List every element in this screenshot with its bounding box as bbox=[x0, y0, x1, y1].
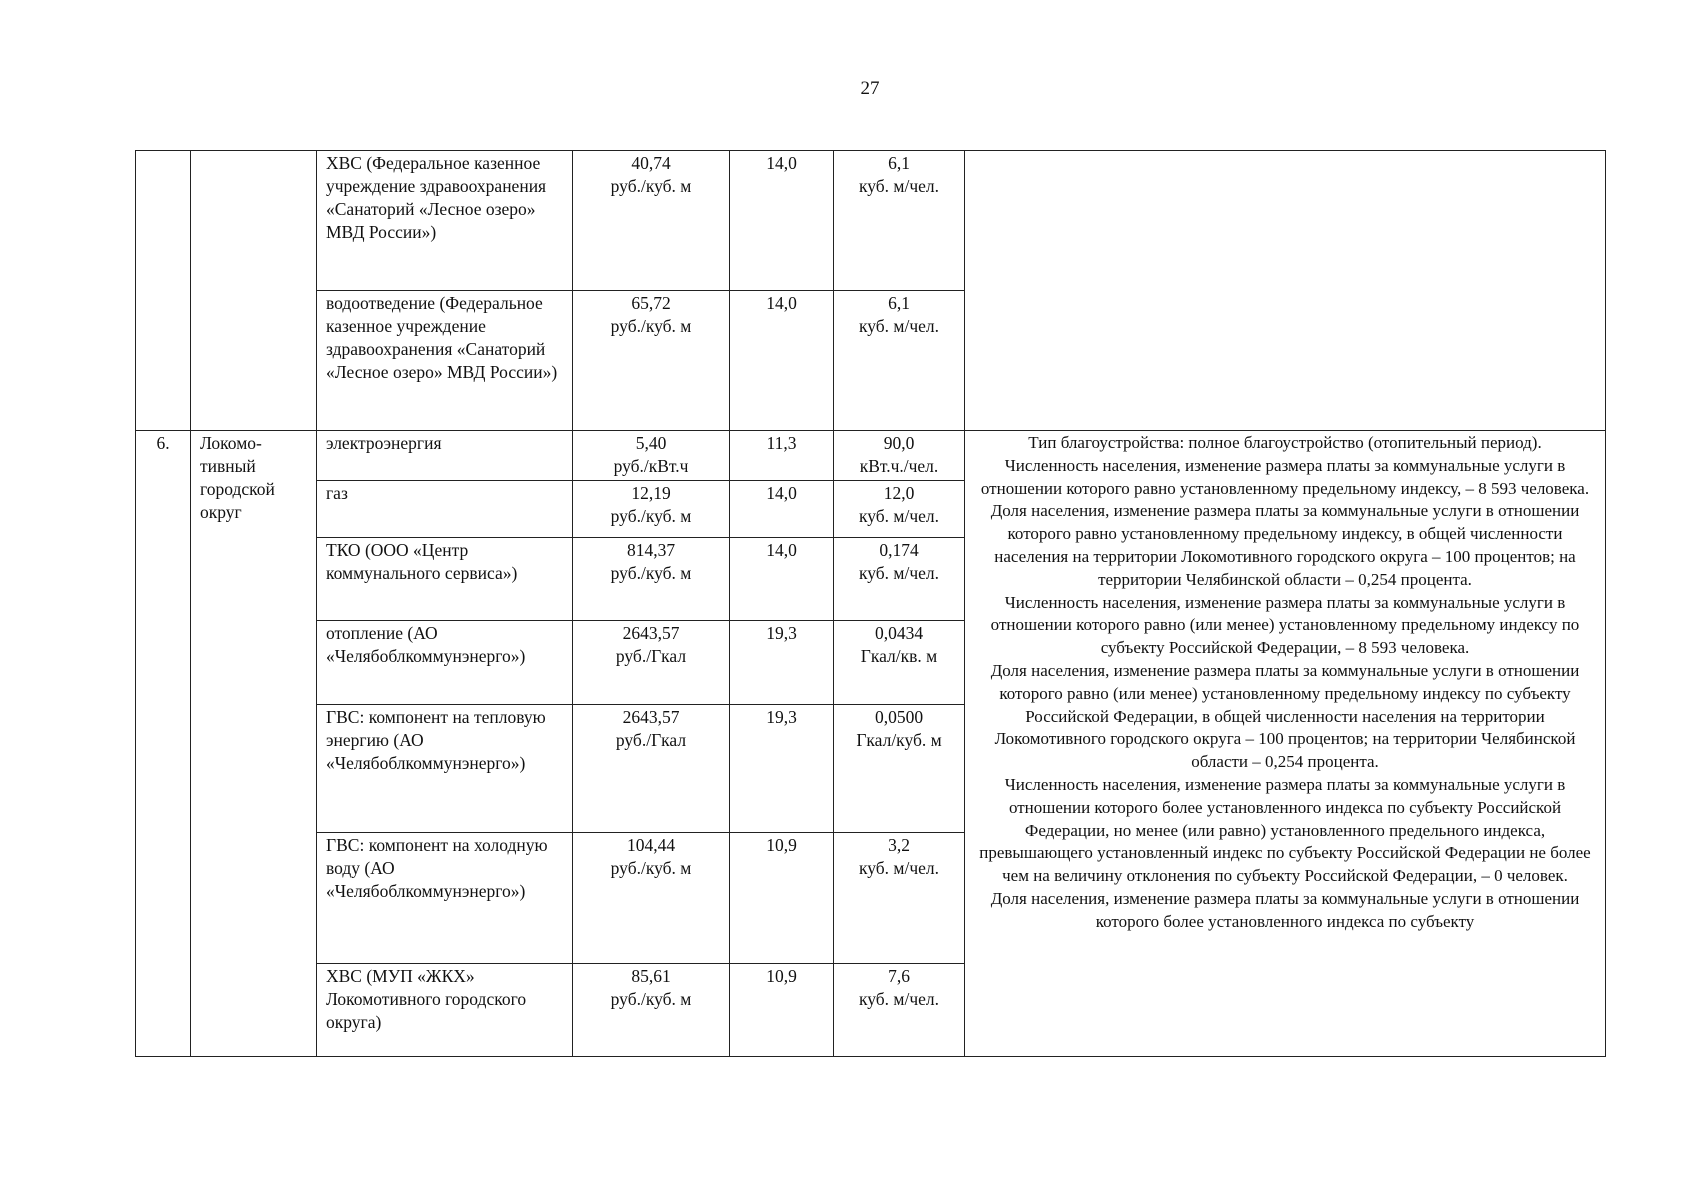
row-number: 6. bbox=[136, 431, 191, 1057]
tariff-cell: 85,61 руб./куб. м bbox=[573, 964, 730, 1057]
service-cell: газ bbox=[317, 481, 573, 538]
service-cell: электроэнергия bbox=[317, 431, 573, 481]
volume-cell: 7,6 куб. м/чел. bbox=[834, 964, 965, 1057]
volume-cell: 0,0434 Гкал/кв. м bbox=[834, 621, 965, 705]
tariff-table bbox=[135, 150, 1606, 1057]
index-cell: 10,9 bbox=[730, 833, 834, 964]
index-cell: 19,3 bbox=[730, 621, 834, 705]
volume-cell: 0,174 куб. м/чел. bbox=[834, 538, 965, 621]
tariff-cell: 65,72 руб./куб. м bbox=[573, 291, 730, 431]
volume-cell: 6,1 куб. м/чел. bbox=[834, 151, 965, 291]
index-cell: 11,3 bbox=[730, 431, 834, 481]
population-description: Тип благоустройства: полное благоустройство (отопительный период). Численность населения, изменение размера платы за коммунальные услуги в отношении которого равно установленному предельному индексу, – 8 593 человека. Доля населения, изменение размера платы за коммунальные услуги в отношении которого равно установленному предельному индексу, в общей численности населения на территории Локомотивного городского округа – 100 процентов; на территории Челябинской области – 0,254 процента. Численность населения, изменение размера платы за коммунальные услуги в отношении которого равно (или менее) установленному предельному индексу по субъекту Российской Федерации, – 8 593 человека. Доля населения, изменение размера платы за коммунальные услуги в отношении которого равно (или менее) установленному предельному индексу по субъекту Российской Федерации, в общей численности населения на территории Локомотивного городского округа – 100 процентов; на территории Челябинской области – 0,254 процента. Численность населения, изменение размера платы за коммунальные услуги в отношении которого более установленного индекса по субъекту Российской Федерации, но менее (или равно) установленного предельного индекса, превышающего установленный индекс по субъекту Российской Федерации не более чем на величину отклонения по субъекту Российской Федерации, – 0 человек. Доля населения, изменение размера платы за коммунальные услуги в отношении которого более установленного индекса по субъекту bbox=[965, 431, 1606, 1057]
tariff-cell: 814,37 руб./куб. м bbox=[573, 538, 730, 621]
index-cell: 14,0 bbox=[730, 291, 834, 431]
tariff-cell: 2643,57 руб./Гкал bbox=[573, 621, 730, 705]
index-cell: 10,9 bbox=[730, 964, 834, 1057]
index-cell: 19,3 bbox=[730, 705, 834, 833]
number-cell-empty bbox=[136, 151, 191, 431]
service-cell: ХВС (Федеральное казенное учреждение здравоохранения «Санаторий «Лесное озеро» МВД России») bbox=[317, 151, 573, 291]
index-cell: 14,0 bbox=[730, 151, 834, 291]
service-cell: ГВС: компонент на холодную воду (АО «Челябоблкоммунэнерго») bbox=[317, 833, 573, 964]
tariff-cell: 2643,57 руб./Гкал bbox=[573, 705, 730, 833]
service-cell: ТКО (ООО «Центр коммунального сервиса») bbox=[317, 538, 573, 621]
index-cell: 14,0 bbox=[730, 481, 834, 538]
volume-cell: 0,0500 Гкал/куб. м bbox=[834, 705, 965, 833]
service-cell: ГВС: компонент на тепловую энергию (АО «Челябоблкоммунэнерго») bbox=[317, 705, 573, 833]
index-cell: 14,0 bbox=[730, 538, 834, 621]
tariff-cell: 5,40 руб./кВт.ч bbox=[573, 431, 730, 481]
service-cell: водоотведение (Федеральное казенное учреждение здравоохранения «Санаторий «Лесное озеро» МВД России») bbox=[317, 291, 573, 431]
service-cell: отопление (АО «Челябоблкоммунэнерго») bbox=[317, 621, 573, 705]
page-number: 27 bbox=[860, 78, 880, 99]
table-row bbox=[136, 151, 1606, 291]
tariff-cell: 40,74 руб./куб. м bbox=[573, 151, 730, 291]
volume-cell: 90,0 кВт.ч./чел. bbox=[834, 431, 965, 481]
table-row bbox=[136, 431, 1606, 481]
municipality-cell-empty bbox=[191, 151, 317, 431]
volume-cell: 3,2 куб. м/чел. bbox=[834, 833, 965, 964]
municipality-name: Локомо-тивный городской округ bbox=[191, 431, 317, 1057]
volume-cell: 6,1 куб. м/чел. bbox=[834, 291, 965, 431]
tariff-cell: 12,19 руб./куб. м bbox=[573, 481, 730, 538]
volume-cell: 12,0 куб. м/чел. bbox=[834, 481, 965, 538]
service-cell: ХВС (МУП «ЖКХ» Локомотивного городского округа) bbox=[317, 964, 573, 1057]
description-cell-empty bbox=[965, 151, 1606, 431]
tariff-cell: 104,44 руб./куб. м bbox=[573, 833, 730, 964]
